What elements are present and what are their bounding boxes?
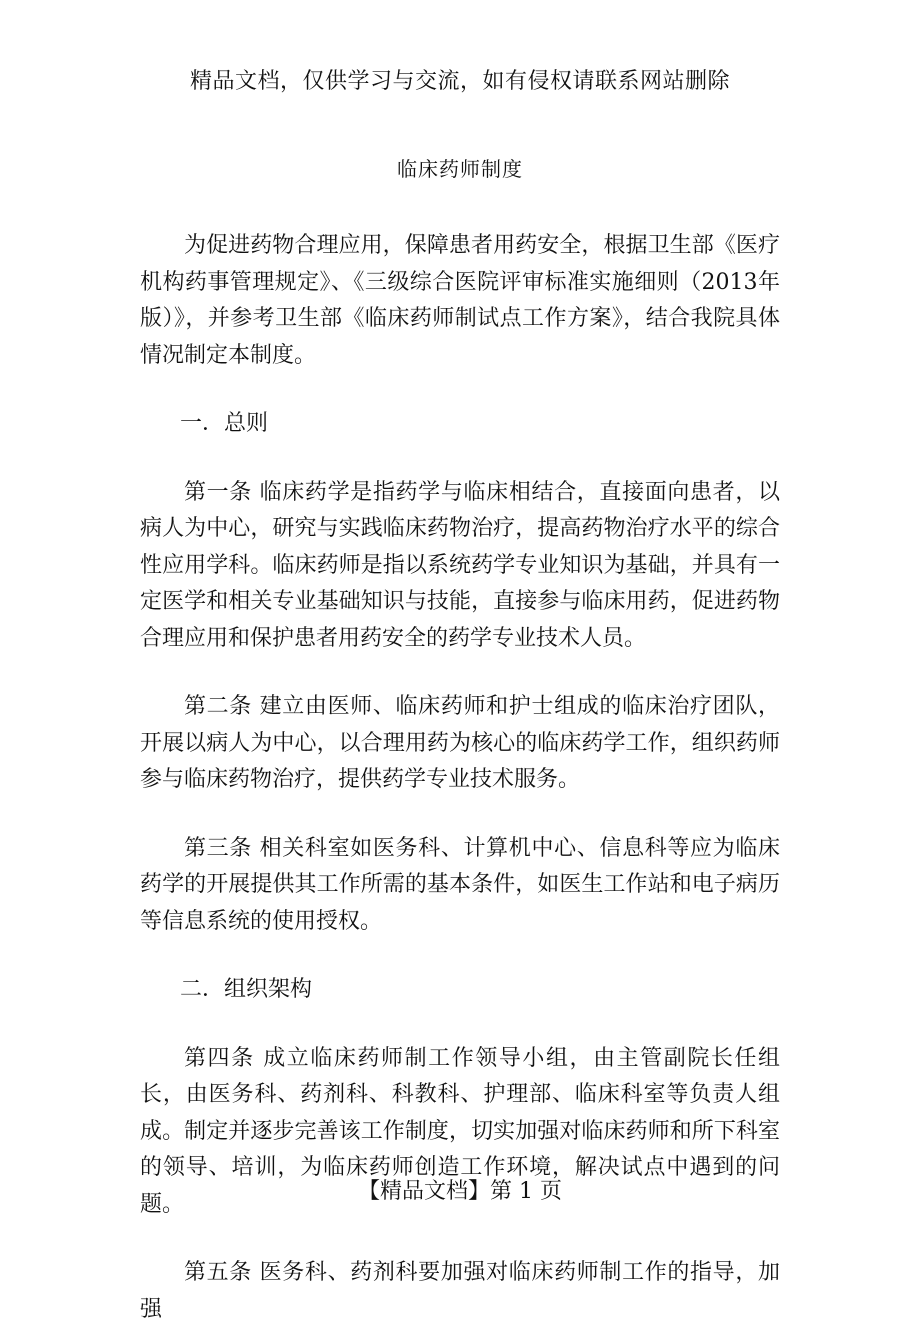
section-heading-general: 一．总则 [180,411,269,436]
article-2: 第二条 建立由医师、临床药师和护士组成的临床治疗团队，开展以病人为中心，以合理用药为核心的临床药学工作，组织药师参与临床药物治疗，提供药学专业技术服务。 [140,694,780,792]
header-notice: 精品文档，仅供学习与交流，如有侵权请联系网站删除 [189,69,730,94]
article-5: 第五条 医务科、药剂科要加强对临床药师制工作的指导，加强 [140,1260,780,1322]
article-1: 第一条 临床药学是指药学与临床相结合，直接面向患者，以病人为中心，研究与实践临床药物治疗，提高药物治疗水平的综合性应用学科。临床药师是指以系统药学专业知识为基础，并具有一定医学和相关专业基础知识与技能，直接参与临床用药，促进药物合理应用和保护患者用药安全的药学专业技术人员。 [140,479,780,651]
article-3: 第三条 相关科室如医务科、计算机中心、信息科等应为临床药学的开展提供其工作所需的基本条件，如医生工作站和电子病历等信息系统的使用授权。 [140,835,780,934]
article-4: 第四条 成立临床药师制工作领导小组，由主管副院长任组长，由医务科、药剂科、科教科、护理部、临床科室等负责人组成。制定并逐步完善该工作制度，切实加强对临床药师和所下科室的领导、培训，为临床药师创造工作环境，解决试点中遇到的问题。 [140,1045,780,1217]
intro-paragraph: 为促进药物合理应用，保障患者用药安全，根据卫生部《医疗机构药事管理规定》、《三级综合医院评审标准实施细则（2013年版）》，并参考卫生部《临床药师制试点工作方案》，结合我院具体情况制定本制度。 [140,233,780,368]
page-footer: 【精品文档】第 1 页 [358,1179,562,1204]
document-title: 临床药师制度 [397,157,523,181]
section-heading-organization: 二．组织架构 [180,977,313,1002]
document-body [140,228,780,1328]
